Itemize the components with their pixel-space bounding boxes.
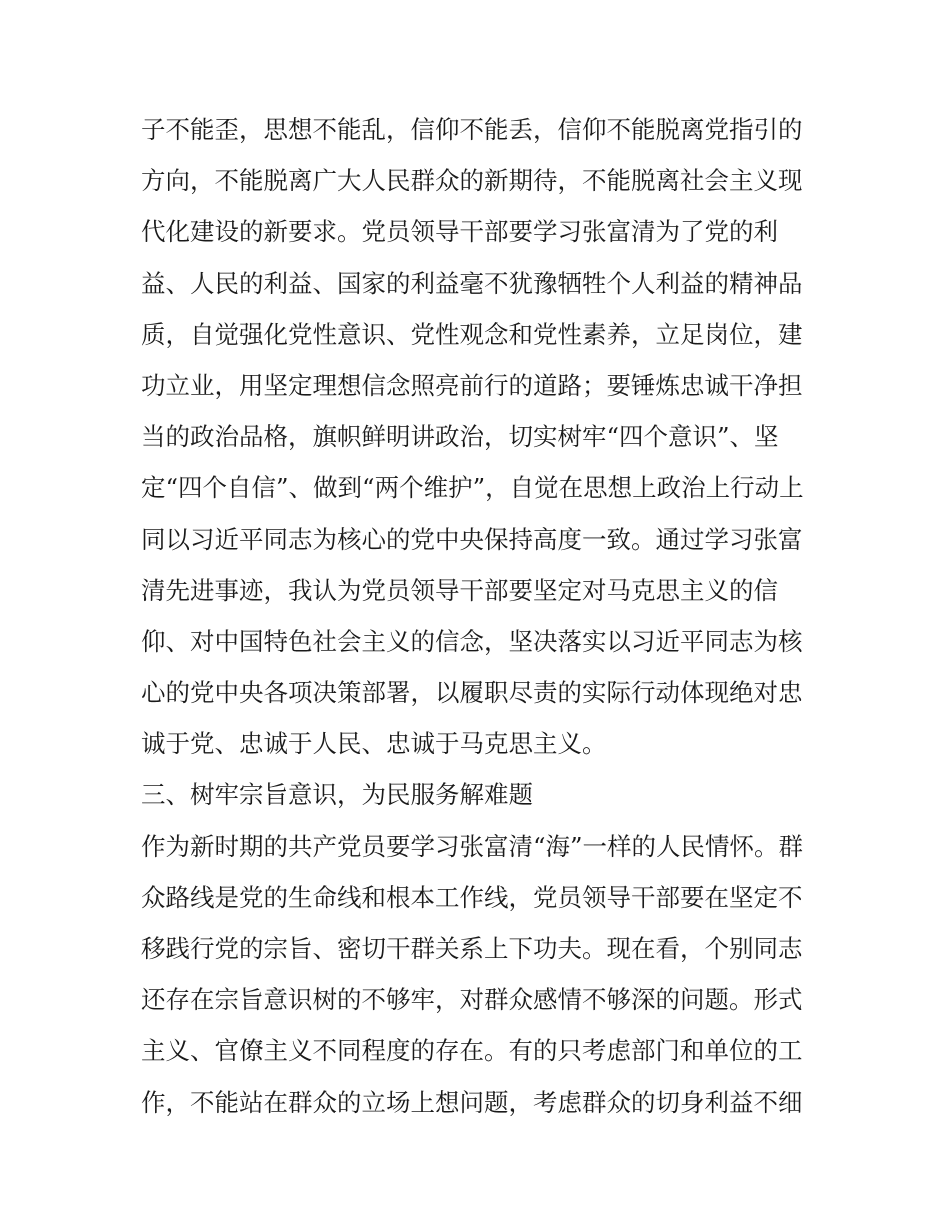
text-line: 功立业，用坚定理想信念照亮前行的道路；要锤炼忠诚干净担 [141,370,803,400]
text-line: 当的政治品格，旗帜鲜明讲政治，切实树牢“四个意识”、坚 [141,422,779,452]
text-line: 心的党中央各项决策部署，以履职尽责的实际行动体现绝对忠 [141,678,803,708]
text-line: 清先进事迹，我认为党员领导干部要坚定对马克思主义的信 [141,575,778,605]
text-line: 还存在宗旨意识树的不够牢，对群众感情不够深的问题。形式 [141,985,803,1015]
text-line: 定“四个自信”、做到“两个维护”，自觉在思想上政治上行动上 [141,473,804,503]
text-line: 子不能歪，思想不能乱，信仰不能丢，信仰不能脱离党指引的 [141,115,803,144]
text-line: 仰、对中国特色社会主义的信念，坚决落实以习近平同志为核 [141,626,803,656]
text-line: 代化建设的新要求。党员领导干部要学习张富清为了党的利 [141,217,778,247]
text-line: 质，自觉强化党性意识、党性观念和党性素养，立足岗位，建 [141,319,803,349]
text-line: 移践行党的宗旨、密切干群关系上下功夫。现在看，个别同志 [141,934,803,963]
text-line: 作为新时期的共产党员要学习张富清“海”一样的人民情怀。群 [141,831,804,861]
text-line: 众路线是党的生命线和根本工作线，党员领导干部要在坚定不 [141,882,803,912]
text-line: 主义、官僚主义不同程度的存在。有的只考虑部门和单位的工 [141,1036,803,1066]
section-heading: 三、树牢宗旨意识，为民服务解难题 [141,780,533,810]
text-line: 方向，不能脱离广大人民群众的新期待，不能脱离社会主义现 [141,166,803,196]
text-line: 同以习近平同志为核心的党中央保持高度一致。通过学习张富 [141,524,803,554]
text-line: 益、人民的利益、国家的利益毫不犹豫牺牲个人利益的精神品 [141,268,803,298]
body-text [141,104,821,1128]
text-line: 诚于党、忠诚于人民、忠诚于马克思主义。 [141,729,607,759]
text-line: 作，不能站在群众的立场上想问题，考虑群众的切身利益不细 [141,1087,803,1117]
